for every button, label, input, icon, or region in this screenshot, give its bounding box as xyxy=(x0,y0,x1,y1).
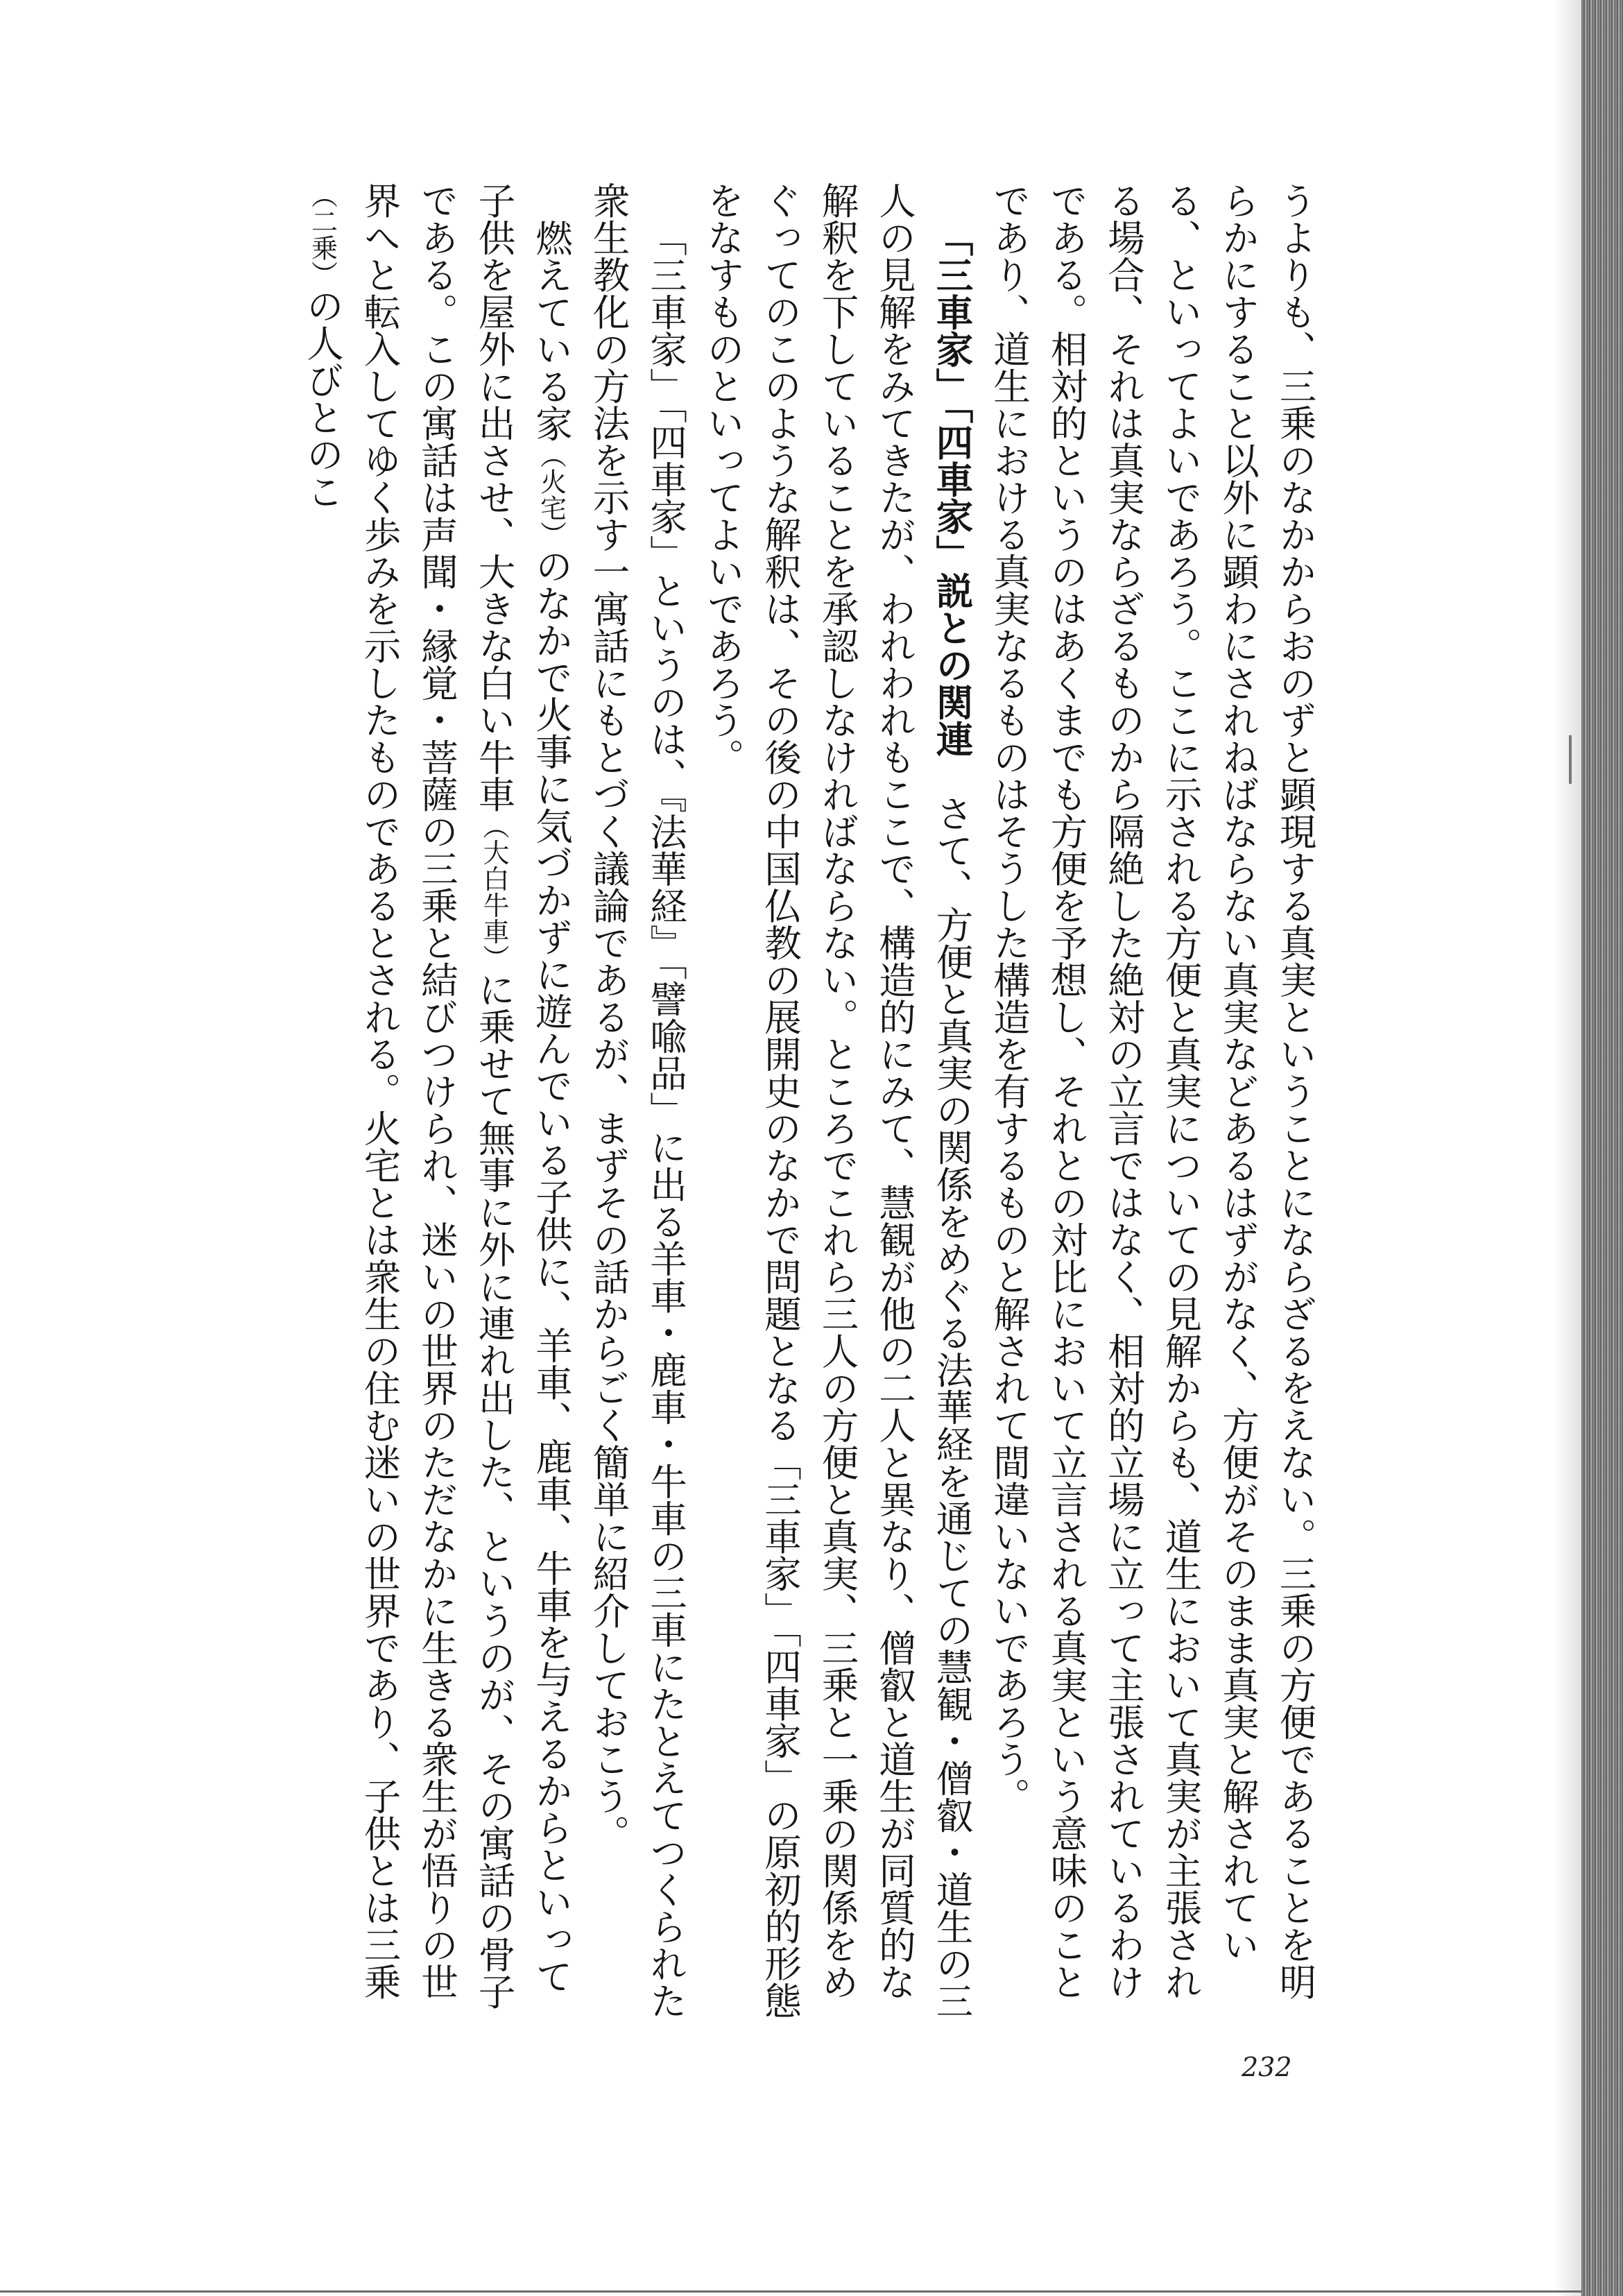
section-heading: 「三車家」「四車家」説との関連 xyxy=(930,219,974,757)
paragraph-4-part-a: 燃えている家 xyxy=(529,219,574,442)
paragraph-4-part-g: の人びとのこ xyxy=(300,287,345,510)
book-edge xyxy=(1581,0,1623,2296)
annotation-daibyakugosha: （大白牛車） xyxy=(479,812,509,971)
paragraph-3: 「三車家」「四車家」というのは、『法華経』「譬喩品」に出る羊車・鹿車・牛車の三車にたとえてつくられた衆生教化の方法を示す一寓話にもとづく議論であるが、まずその話からごく簡単に紹介しておこう。 xyxy=(587,182,688,2019)
page-gutter-shadow xyxy=(1554,0,1581,2296)
vertical-text-body xyxy=(179,182,1323,2027)
paragraph-2-text: さて、方便と真実の関係をめぐる法華経を通じての慧観・僧叡・道生の三人の見解をみてきたが、われわれもここで、構造的にみて、慧観が他の二人と異なり、僧叡と道生が同質的な解釈を下していることを承認しなければならない。ところでこれら三人の方便と真実、三乗と一乗の関係をめぐってのこのような解釈は、その後の中国仏教の展開史のなかで問題となる「三車家」「四車家」の原初的形態をなすものといってよいであろう。 xyxy=(701,182,974,2019)
page-number: 232 xyxy=(1242,2052,1292,2082)
paragraph-1: うよりも、三乗のなかからおのずと顕現する真実ということにならざるをえない。三乗の方便であることを明らかにすること以外に顕わにされねばならない真実などあるはずがなく、方便がそのまま真実と解されている、といってよいであろう。ここに示される方便と真実についての見解からも、道生において真実が主張される場合、それは真実ならざるものから隔絶した絶対の立言ではなく、相対的立場に立って主張されているわけである。相対的というのはあくまでも方便を予想し、それとの対比において立言される真実という意味のことであり、道生における真実なるものはそうした構造を有するものと解されて間違いないであろう。 xyxy=(987,182,1317,2001)
annotation-kataku: （火宅） xyxy=(535,441,567,547)
gutter-mark xyxy=(1569,735,1572,784)
paragraph-4 xyxy=(293,182,580,2027)
scan-bottom-edge xyxy=(0,2290,1581,2293)
annotation-nijo: （二乗） xyxy=(307,182,338,287)
paragraph-4-part-c: のなかで火事に気づかずに遊んでいる子供に、羊車、鹿車、牛車を与えるからといって子供を屋外に出させ、大きな白い牛車 xyxy=(472,182,574,1994)
paragraph-2 xyxy=(694,182,981,2027)
paragraph-4-part-e: に乗せて無事に外に連れ出した、というのが、その寓話の骨子である。この寓話は声聞・縁覚・菩薩の三乗と結びつけられ、迷いの世界のただなかに生きる衆生が悟りの世界へと転入してゆく歩みを示したものであるとされる。火宅とは衆生の住む迷いの世界であり、子供とは三乗 xyxy=(358,182,516,2010)
